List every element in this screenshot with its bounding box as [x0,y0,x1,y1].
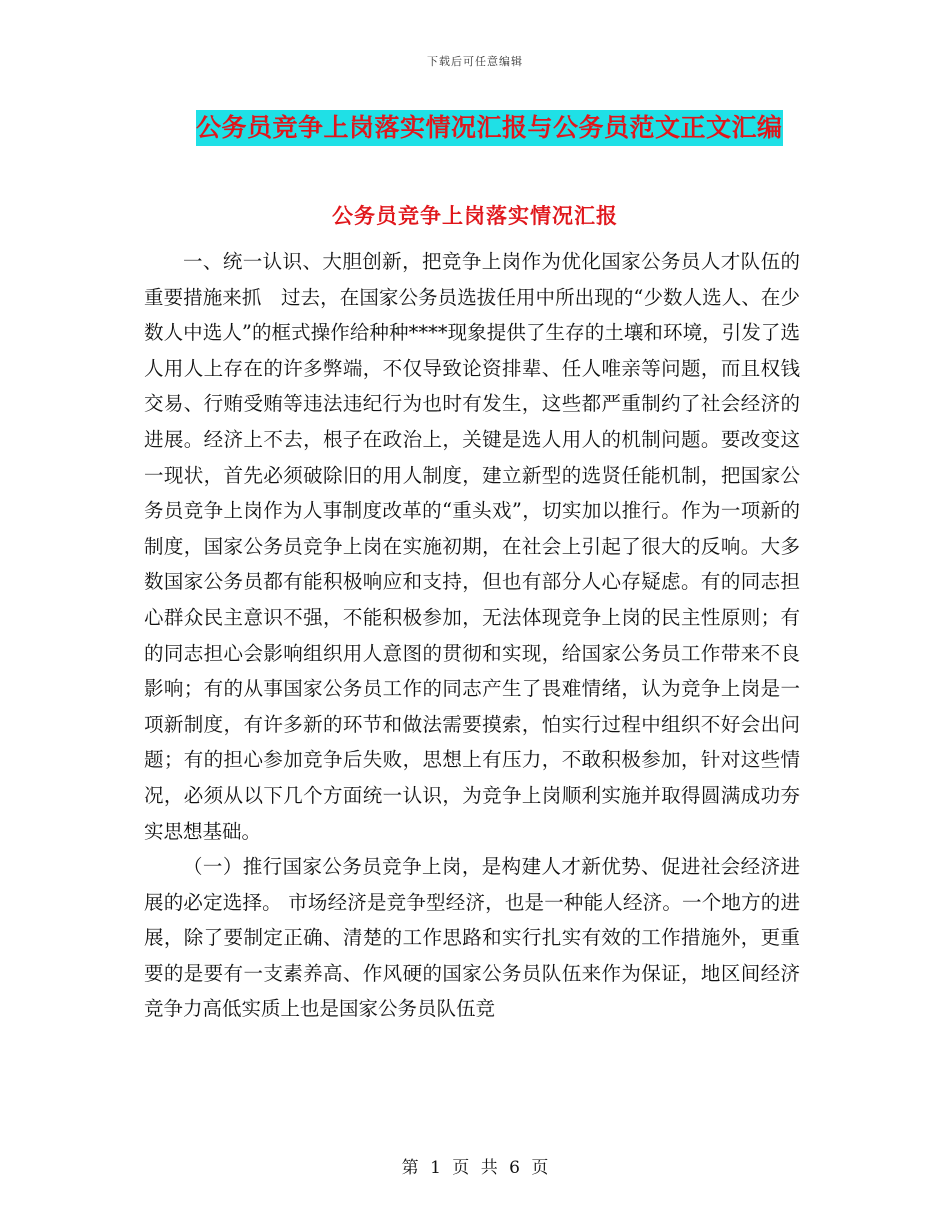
paragraph: 一、统一认识、大胆创新，把竞争上岗作为优化国家公务员人才队伍的重要措施来抓 过去，在国家公务员选拔任用中所出现的“少数人选人、在少数人中选人”的框式操作给种种****现象提供了生存的土壤和环境，引发了选人用人上存在的许多弊端，不仅导致论资排辈、任人唯亲等问题，而且权钱交易、行贿受贿等违法违纪行为也时有发生，这些都严重制约了社会经济的进展。经济上不去，根子在政治上，关键是选人用人的机制问题。要改变这一现状，首先必须破除旧的用人制度，建立新型的选贤任能机制，把国家公务员竞争上岗作为人事制度改革的“重头戏”，切实加以推行。作为一项新的制度，国家公务员竞争上岗在实施初期，在社会上引起了很大的反响。大多数国家公务员都有能积极响应和支持，但也有部分人心存疑虑。有的同志担心群众民主意识不强，不能积极参加，无法体现竞争上岗的民主性原则；有的同志担心会影响组织用人意图的贯彻和实现，给国家公务员工作带来不良影响；有的从事国家公务员工作的同志产生了畏难情绪，认为竞争上岗是一项新制度，有许多新的环节和做法需要摸索，怕实行过程中组织不好会出问题；有的担心参加竞争后失败，思想上有压力，不敢积极参加，针对这些情况，必须从以下几个方面统一认识，为竞争上岗顺利实施并取得圆满成功夯实思想基础。 [144,250,800,843]
body-text [144,244,800,1027]
document-title: 公务员竞争上岗落实情况汇报与公务员范文正文汇编 [196,110,783,146]
document-title-container [196,110,802,146]
paragraph: （一）推行国家公务员竞争上岗，是构建人才新优势、促进社会经济进展的必定选择。 市场经济是竞争型经济，也是一种能人经济。一个地方的进展，除了要制定正确、清楚的工作思路和实行扎实有效的工作措施外，更重要的是要有一支素养高、作风硬的国家公务员队伍来作为保证，地区间经济竞争力高低实质上也是国家公务员队伍竞 [144,855,800,1021]
section-title: 公务员竞争上岗落实情况汇报 [332,203,618,228]
page-footer: 第 1 页 共 6 页 [401,1158,549,1178]
header-note: 下载后可任意编辑 [427,55,523,68]
